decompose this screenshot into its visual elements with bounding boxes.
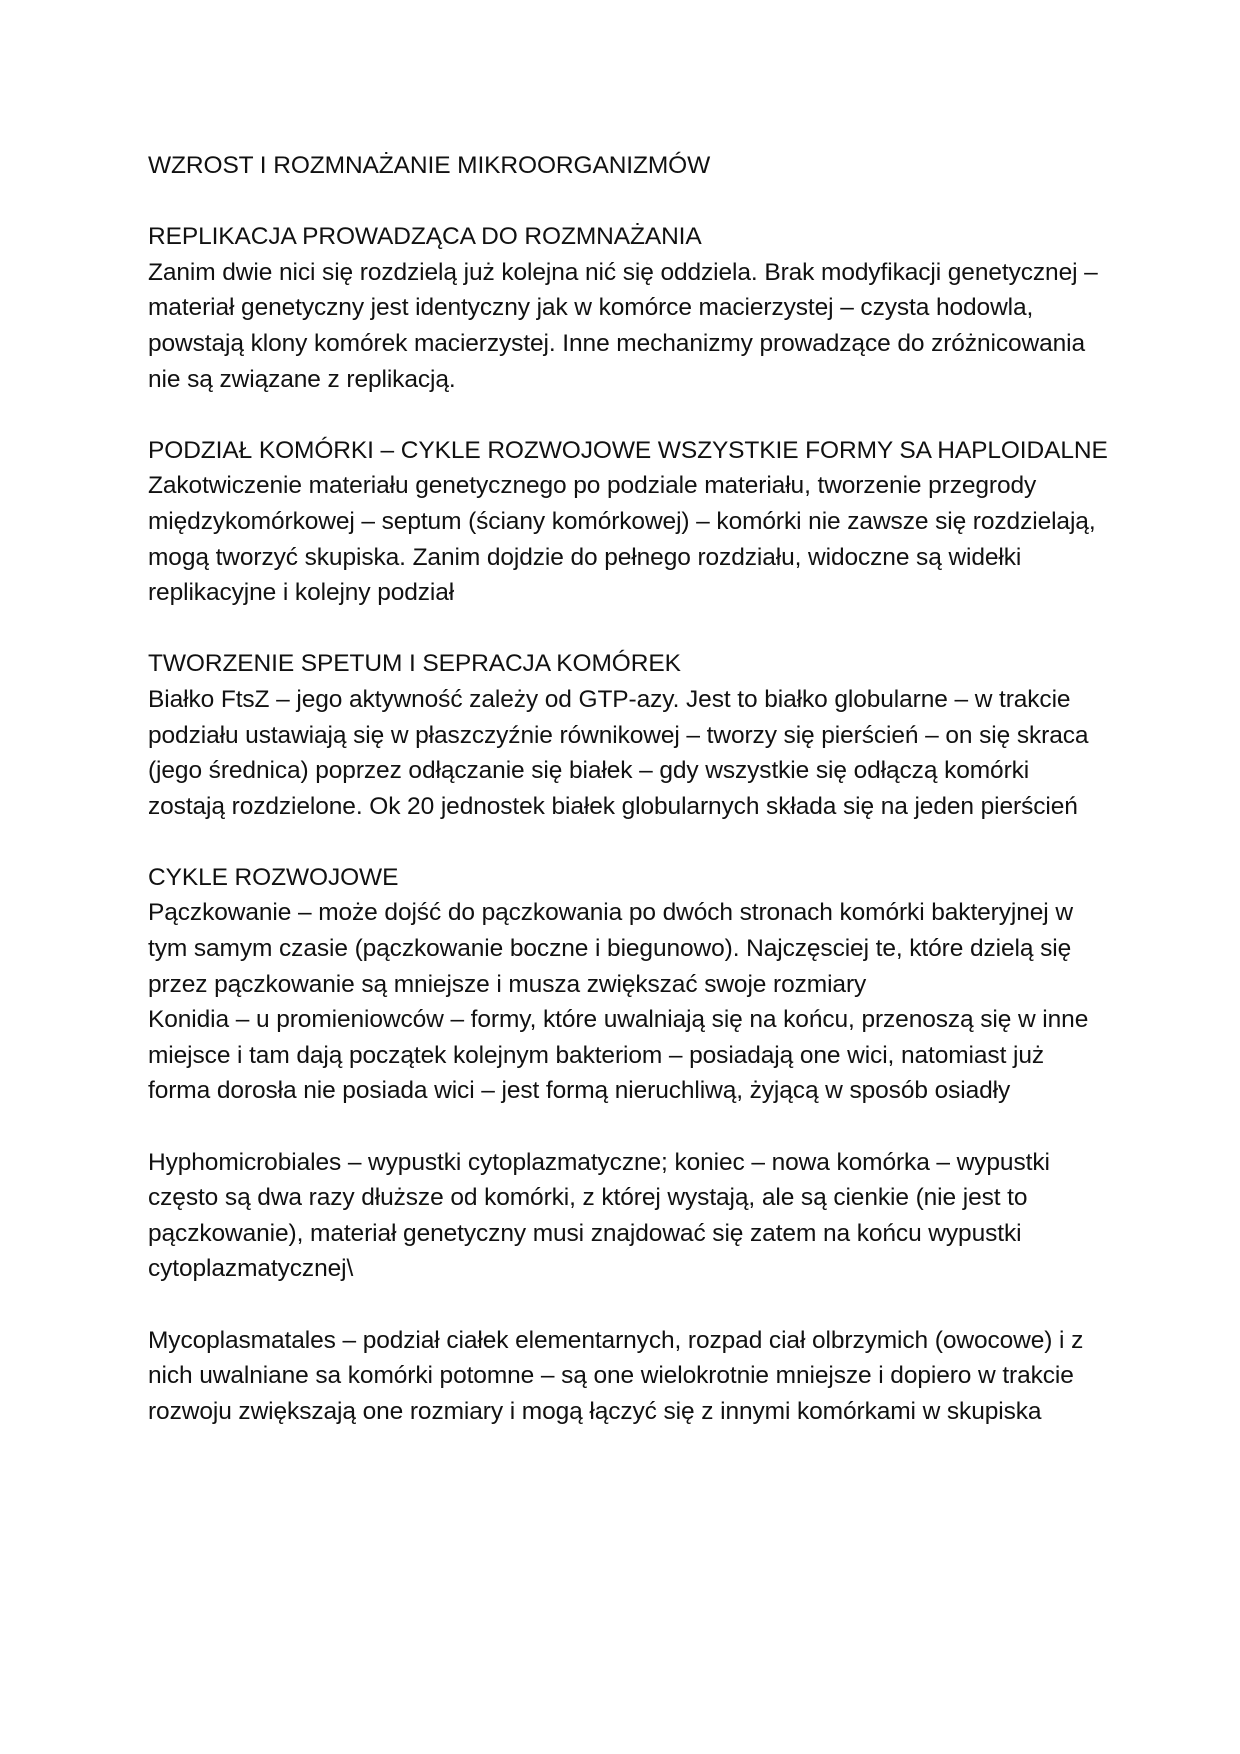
section-paragraph: Pączkowanie – może dojść do pączkowania po dwóch stronach komórki bakteryjnej w tym samym czasie (pączkowanie boczne i biegunowo). Najczęsciej te, które dzielą się przez pączkowanie są mniejsze i musza zwiększać swoje rozmiary [148, 899, 1073, 998]
document-title: WZROST I ROZMNAŻANIE MIKROORGANIZMÓW [148, 152, 711, 179]
section-tworzenie-septum [148, 646, 1108, 824]
section-cykle-rozwojowe [148, 860, 1108, 1109]
section-paragraph: Konidia – u promieniowców – formy, które uwalniają się na końcu, przenoszą się w inne miejsce i tam dają początek kolejnym bakteriom – posiadają one wici, natomiast już forma dorosła nie posiada wici – jest formą nieruchliwą, żyjącą w sposób osiadły [148, 1006, 1089, 1105]
section-heading: CYKLE ROZWOJOWE [148, 863, 399, 891]
paragraph-mycoplasmatales: Mycoplasmatales – podział ciałek elementarnych, rozpad ciał olbrzymich (owocowe) i z nich uwalniane sa komórki potomne – są one wielokrotnie mniejsze i dopiero w trakcie rozwoju zwiększają one rozmiary i mogą łączyć się z innymi komórkami w skupiska [148, 1326, 1084, 1425]
section-paragraph: Białko FtsZ – jego aktywność zależy od GTP-azy. Jest to białko globularne – w trakcie podziału ustawiają się w płaszczyźnie równikowej – tworzy się pierścień – on się skraca (jego średnica) poprzez odłączanie się białek – gdy wszystkie się odłączą komórki zostają rozdzielone. Ok 20 jednostek białek globularnych składa się na jeden pierścień [148, 685, 1089, 820]
section-heading: REPLIKACJA PROWADZĄCA DO ROZMNAŻANIA [148, 223, 702, 251]
document-page [148, 148, 1108, 1429]
section-replikacja [148, 219, 1108, 397]
paragraph-hyphomicrobiales: Hyphomicrobiales – wypustki cytoplazmatyczne; koniec – nowa komórka – wypustki często są dwa razy dłuższe od komórki, z której wystają, ale są cienkie (nie jest to pączkowanie), materiał genetyczny musi znajdować się zatem na końcu wypustki cytoplazmatycznej\ [148, 1148, 1050, 1283]
section-paragraph: Zakotwiczenie materiału genetycznego po podziale materiału, tworzenie przegrody międzykomórkowej – septum (ściany komórkowej) – komórki nie zawsze się rozdzielają, mogą tworzyć skupiska. Zanim dojdzie do pełnego rozdziału, widoczne są widełki replikacyjne i kolejny podział [148, 472, 1096, 607]
section-podzial-komorki [148, 433, 1108, 611]
section-heading: TWORZENIE SPETUM I SEPRACJA KOMÓREK [148, 650, 681, 678]
section-heading: PODZIAŁ KOMÓRKI – CYKLE ROZWOJOWE WSZYSTKIE FORMY SA HAPLOIDALNE [148, 436, 1108, 464]
section-paragraph: Zanim dwie nici się rozdzielą już kolejna nić się oddziela. Brak modyfikacji genetycznej – materiał genetyczny jest identyczny jak w komórce macierzystej – czysta hodowla, powstają klony komórek macierzystej. Inne mechanizmy prowadzące do zróżnicowania nie są związane z replikacją. [148, 258, 1098, 393]
